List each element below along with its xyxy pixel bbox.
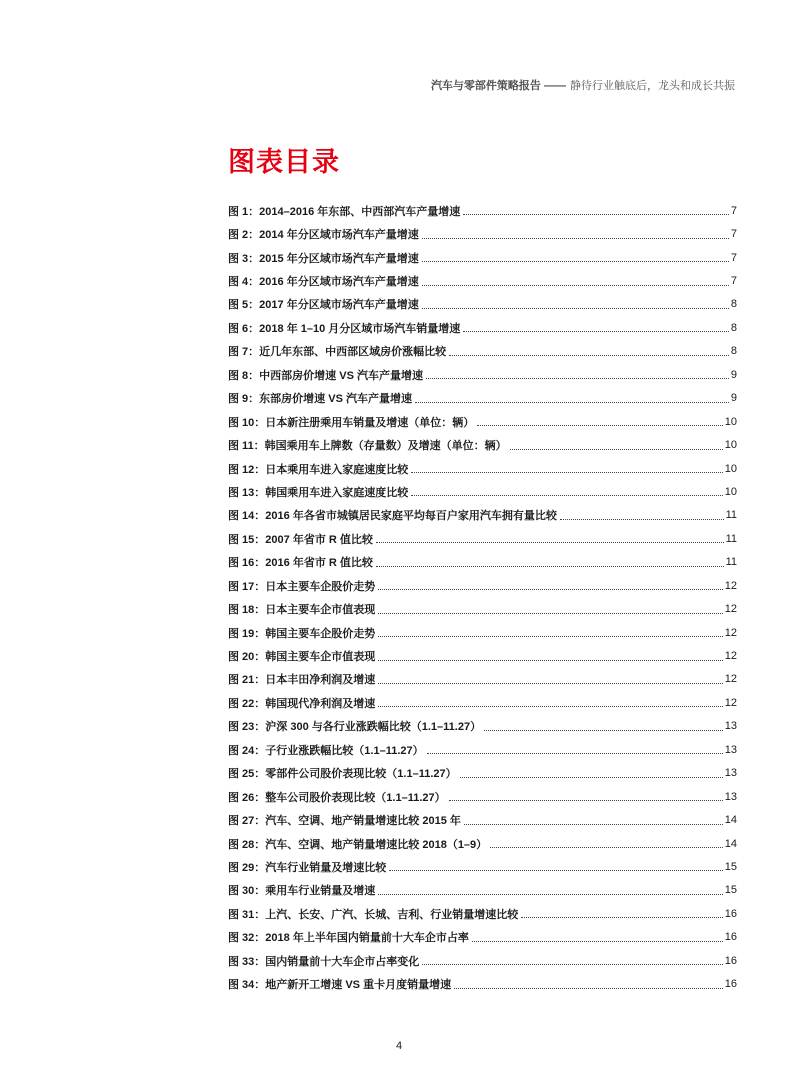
- toc-entry-page: 16: [724, 978, 737, 991]
- toc-entry-page: 16: [724, 931, 737, 944]
- dot-leader: [463, 214, 729, 215]
- dot-leader: [411, 495, 722, 496]
- toc-entry-page: 12: [724, 673, 737, 686]
- toc-entry[interactable]: [228, 199, 737, 222]
- toc-entry[interactable]: [228, 785, 737, 808]
- toc-entry-label: 图 23：沪深 300 与各行业涨跌幅比较（1.1–11.27）: [228, 721, 482, 734]
- toc-entry[interactable]: [228, 246, 737, 269]
- toc-entry[interactable]: [228, 410, 737, 433]
- toc-entry[interactable]: [228, 527, 737, 550]
- toc-entry-page: 8: [730, 298, 737, 311]
- dot-leader: [422, 238, 729, 239]
- toc-entry[interactable]: [228, 855, 737, 878]
- toc-entry-label: 图 25：零部件公司股价表现比较（1.1–11.27）: [228, 768, 457, 781]
- toc-entry-label: 图 12：日本乘用车进入家庭速度比较: [228, 463, 409, 476]
- toc-entry[interactable]: [228, 480, 737, 503]
- toc-entry[interactable]: [228, 433, 737, 456]
- toc-entry-page: 14: [724, 837, 737, 850]
- toc-entry-label: 图 31：上汽、长安、广汽、长城、吉利、行业销量增速比较: [228, 908, 519, 921]
- toc-entry-page: 11: [725, 509, 737, 522]
- toc-entry[interactable]: [228, 222, 737, 245]
- toc-entry[interactable]: [228, 293, 737, 316]
- toc-entry-page: 12: [724, 579, 737, 592]
- toc-entry-label: 图 13：韩国乘用车进入家庭速度比较: [228, 486, 409, 499]
- page-number: 4: [395, 1040, 403, 1052]
- toc-entry[interactable]: [228, 316, 737, 339]
- toc-entry-page: 9: [730, 368, 737, 381]
- toc-entry[interactable]: [228, 457, 737, 480]
- toc-entry-page: 13: [724, 720, 737, 733]
- dot-leader: [426, 378, 729, 379]
- toc-entry-page: 16: [724, 954, 737, 967]
- toc-entry-label: 图 20：韩国主要车企市值表现: [228, 651, 376, 664]
- toc-entry-page: 10: [724, 439, 737, 452]
- dot-leader: [490, 847, 723, 848]
- toc-entry[interactable]: [228, 621, 737, 644]
- toc-entry-page: 12: [724, 603, 737, 616]
- toc-entry[interactable]: [228, 269, 737, 292]
- toc-entry-page: 13: [724, 790, 737, 803]
- toc-entry-label: 图 33：国内销量前十大车企市占率变化: [228, 955, 420, 968]
- toc-entry-label: 图 4：2016 年分区域市场汽车产量增速: [228, 276, 419, 289]
- report-subtitle: 静待行业触底后，龙头和成长共振: [570, 80, 735, 92]
- toc-entry-label: 图 15：2007 年省市 R 值比较: [228, 533, 373, 546]
- toc-entry[interactable]: [228, 574, 737, 597]
- dot-leader: [472, 941, 723, 942]
- toc-entry-label: 图 19：韩国主要车企股价走势: [228, 627, 376, 640]
- toc-entry-page: 15: [724, 884, 737, 897]
- toc-entry[interactable]: [228, 832, 737, 855]
- dot-leader: [415, 402, 729, 403]
- toc-entry-label: 图 16：2016 年省市 R 值比较: [228, 557, 373, 570]
- toc-entry-page: 13: [724, 743, 737, 756]
- toc-entry-page: 11: [725, 532, 737, 545]
- toc-entry[interactable]: [228, 551, 737, 574]
- toc-entry[interactable]: [228, 738, 737, 761]
- dot-leader: [463, 331, 729, 332]
- toc-entry-label: 图 27：汽车、空调、地产销量增速比较 2015 年: [228, 815, 461, 828]
- toc-entry-page: 10: [724, 462, 737, 475]
- dot-leader: [521, 917, 722, 918]
- dot-leader: [378, 636, 722, 637]
- toc-entry-page: 8: [730, 345, 737, 358]
- toc-entry[interactable]: [228, 926, 737, 949]
- toc-entry-label: 图 10：日本新注册乘用车销量及增速（单位：辆）: [228, 416, 475, 429]
- toc-entry[interactable]: [228, 762, 737, 785]
- dot-leader: [422, 964, 722, 965]
- toc-entry-label: 图 24：子行业涨跌幅比较（1.1–11.27）: [228, 744, 424, 757]
- toc-entry-label: 图 6：2018 年 1–10 月分区域市场汽车销量增速: [228, 322, 461, 335]
- toc-entry-label: 图 9：东部房价增速 VS 汽车产量增速: [228, 393, 412, 406]
- toc-title: 图表目录: [228, 147, 340, 177]
- dot-leader: [560, 519, 724, 520]
- dot-leader: [378, 894, 722, 895]
- toc-entry-page: 10: [724, 415, 737, 428]
- toc-entry-page: 11: [725, 556, 737, 569]
- toc-entry[interactable]: [228, 808, 737, 831]
- dot-leader: [460, 777, 723, 778]
- toc-entry-page: 14: [724, 814, 737, 827]
- toc-entry[interactable]: [228, 340, 737, 363]
- toc-entry-page: 8: [730, 321, 737, 334]
- toc-entry[interactable]: [228, 972, 737, 995]
- toc-entry-page: 7: [730, 228, 737, 241]
- toc-entry-page: 9: [730, 392, 737, 405]
- dot-leader: [464, 824, 723, 825]
- dot-leader: [422, 261, 729, 262]
- toc-entry-label: 图 17：日本主要车企股价走势: [228, 580, 376, 593]
- toc-entry-page: 15: [724, 860, 737, 873]
- toc-entry-label: 图 28：汽车、空调、地产销量增速比较 2018（1–9）: [228, 838, 488, 851]
- toc-entry-page: 16: [724, 907, 737, 920]
- toc-entry-page: 7: [730, 204, 737, 217]
- dot-leader: [376, 566, 724, 567]
- toc-entry-page: 7: [730, 275, 737, 288]
- toc-entry[interactable]: [228, 949, 737, 972]
- dot-leader: [376, 542, 724, 543]
- dot-leader: [378, 589, 722, 590]
- toc-entry-label: 图 11：韩国乘用车上牌数（存量数）及增速（单位：辆）: [228, 440, 507, 453]
- toc-entry-label: 图 3：2015 年分区域市场汽车产量增速: [228, 252, 419, 265]
- toc-entry-label: 图 8：中西部房价增速 VS 汽车产量增速: [228, 369, 423, 382]
- toc-entry-label: 图 14：2016 年各省市城镇居民家庭平均每百户家用汽车拥有量比较: [228, 510, 557, 523]
- toc-entry[interactable]: [228, 691, 737, 714]
- toc-entry-page: 12: [724, 696, 737, 709]
- dot-leader: [422, 308, 729, 309]
- toc-entry-label: 图 22：韩国现代净利润及增速: [228, 697, 376, 710]
- toc-entry-label: 图 32：2018 年上半年国内销量前十大车企市占率: [228, 932, 469, 945]
- toc-entry-label: 图 18：日本主要车企市值表现: [228, 604, 376, 617]
- toc-entry-label: 图 29：汽车行业销量及增速比较: [228, 861, 387, 874]
- toc-entry[interactable]: [228, 597, 737, 620]
- toc-entry-label: 图 26：整车公司股价表现比较（1.1–11.27）: [228, 791, 446, 804]
- toc-entry-label: 图 1：2014–2016 年东部、中西部汽车产量增速: [228, 205, 461, 218]
- toc-entry[interactable]: [228, 902, 737, 925]
- toc-entry-page: 7: [730, 251, 737, 264]
- toc-entry-label: 图 34：地产新开工增速 VS 重卡月度销量增速: [228, 979, 452, 992]
- toc-entry-page: 13: [724, 767, 737, 780]
- dot-leader: [454, 988, 723, 989]
- toc-entry[interactable]: [228, 387, 737, 410]
- toc-entry-label: 图 2：2014 年分区域市场汽车产量增速: [228, 229, 419, 242]
- dot-leader: [378, 706, 722, 707]
- toc-entry-label: 图 30：乘用车行业销量及增速: [228, 885, 376, 898]
- toc-entry-label: 图 21：日本丰田净利润及增速: [228, 674, 376, 687]
- toc-entry[interactable]: [228, 504, 737, 527]
- dot-leader: [422, 285, 729, 286]
- figure-table-of-contents: [228, 199, 737, 996]
- dot-leader: [378, 660, 722, 661]
- dot-leader: [484, 730, 723, 731]
- toc-entry[interactable]: [228, 879, 737, 902]
- running-header: [431, 79, 735, 93]
- toc-entry[interactable]: [228, 644, 737, 667]
- dot-leader: [411, 472, 722, 473]
- dot-leader: [477, 425, 722, 426]
- dot-leader: [378, 683, 722, 684]
- toc-entry-page: 10: [724, 485, 737, 498]
- dot-leader: [389, 870, 722, 871]
- toc-entry[interactable]: [228, 668, 737, 691]
- dot-leader: [510, 449, 723, 450]
- dot-leader: [449, 800, 723, 801]
- toc-entry-label: 图 5：2017 年分区域市场汽车产量增速: [228, 299, 419, 312]
- toc-entry[interactable]: [228, 363, 737, 386]
- report-title: 汽车与零部件策略报告 ——: [430, 80, 566, 92]
- dot-leader: [449, 355, 729, 356]
- toc-entry[interactable]: [228, 715, 737, 738]
- dot-leader: [427, 753, 723, 754]
- toc-entry-page: 12: [724, 626, 737, 639]
- dot-leader: [378, 613, 722, 614]
- toc-entry-label: 图 7：近几年东部、中西部区域房价涨幅比较: [228, 346, 447, 359]
- toc-entry-page: 12: [724, 650, 737, 663]
